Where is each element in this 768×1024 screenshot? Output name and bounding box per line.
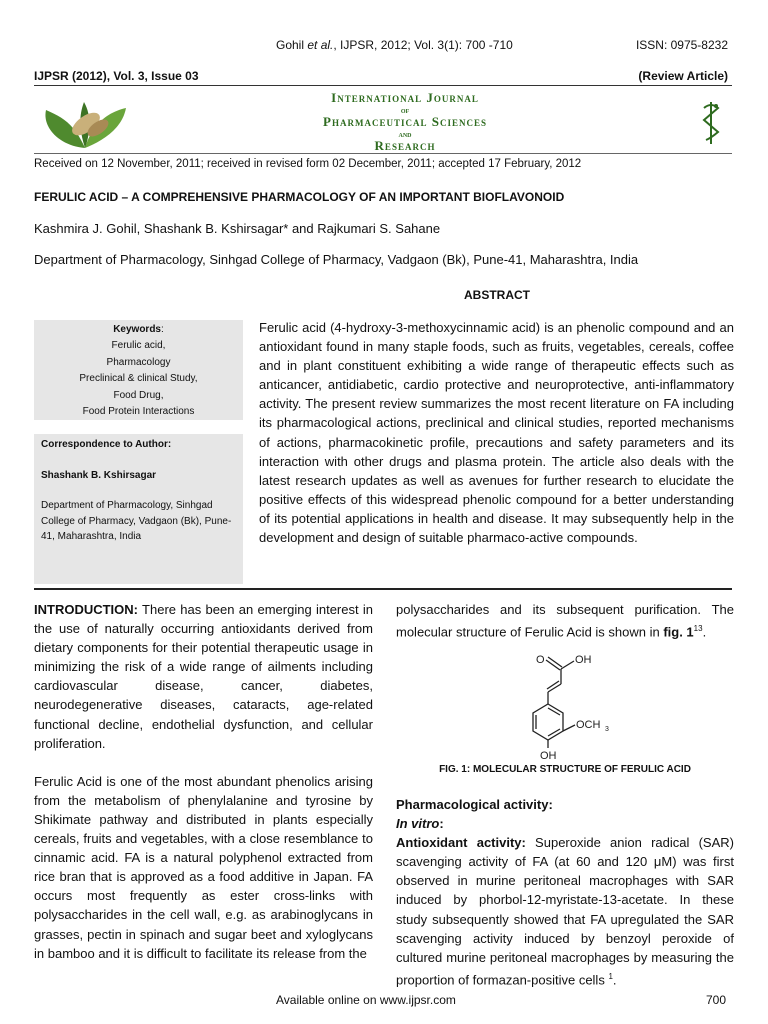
correspondence-name: Shashank B. Kshirsagar bbox=[41, 469, 157, 481]
structure-label-o: O bbox=[536, 654, 545, 666]
keyword-item: Preclinical & clinical Study, bbox=[79, 373, 198, 385]
journal-line-3: Pharmaceutical Sciences bbox=[323, 114, 487, 129]
antioxidant-end: . bbox=[612, 972, 617, 988]
fig-reference: fig. 1 bbox=[663, 624, 694, 640]
pharm-heading-text: Pharmacological activity: bbox=[396, 797, 553, 812]
journal-title bbox=[250, 92, 560, 152]
left-column bbox=[34, 600, 373, 963]
journal-line-2: of bbox=[400, 105, 410, 115]
page-number: 700 bbox=[706, 993, 727, 1007]
intro-p1-text: There has been an emerging interest in the use of naturally occurring antioxidants derived from dietary components for their potential therapeutic usage in minimizing the risk of a wide range of ailments including cardiovascular disease, cancer, diabetes, neurodegenerative diseases, cataracts, age-related functional decline, endothelial dysfunction, and cellular proliferation. bbox=[34, 602, 373, 751]
keywords-label bbox=[34, 322, 243, 338]
antioxidant-paragraph bbox=[396, 833, 734, 989]
antioxidant-heading: Antioxidant activity: bbox=[396, 835, 526, 851]
ferulic-acid-structure bbox=[512, 648, 622, 760]
volume-issue: IJPSR (2012), Vol. 3, Issue 03 bbox=[34, 69, 199, 83]
keyword-item: Pharmacology bbox=[106, 356, 171, 368]
intro-heading: INTRODUCTION: bbox=[34, 602, 138, 617]
header-rule-lower bbox=[34, 153, 732, 154]
keyword-item: Food Protein Interactions bbox=[82, 406, 195, 418]
abstract-heading: ABSTRACT bbox=[464, 288, 530, 302]
antioxidant-sup: 1 bbox=[608, 971, 613, 981]
pharmacology-section bbox=[396, 795, 734, 989]
keywords-box bbox=[34, 320, 243, 420]
citation-rest: , IJPSR, 2012; Vol. 3(1): 700 -710 bbox=[333, 38, 513, 52]
article-title: FERULIC ACID – A COMPREHENSIVE PHARMACOLOGY OF AN IMPORTANT BIOFLAVONOID bbox=[34, 190, 565, 204]
abstract-rule bbox=[34, 588, 732, 590]
invitro-heading-text: In vitro bbox=[396, 816, 440, 832]
citation-author: Gohil bbox=[276, 38, 305, 52]
citation-sup: 13 bbox=[693, 624, 703, 634]
structure-label-oh-top: OH bbox=[575, 654, 592, 666]
correspondence-box bbox=[34, 434, 243, 584]
intro-paragraph-2: Ferulic Acid is one of the most abundant phenolics arising from the metabolism of phenylalanine and tyrosine by Shikimate pathway and distributed in plants especially cereals, fruits and vegetables, with a close resemblance to cinnamic acid. FA is a natural polyphenol extracted from rice bran that is approved as a food additive in Japan. FA occurs most frequently as ester cross-links with polysaccharides in the cell wall, e.g. as arabinoglycans in grasses, pectin in spinach and sugar beet and xyloglycans in bamboo and it is difficult to facilitate its release from the bbox=[34, 773, 373, 961]
structure-label-3: 3 bbox=[605, 726, 609, 733]
abstract-text: Ferulic acid (4-hydroxy-3-methoxycinnamic acid) is an phenolic compound and an antioxidant found in many staple foods, such as fruits, vegetables, cereals, coffee and in plant constituent exhibiting a wide range of therapeutic effects such as anticancer, antidiabetic, cardio protective and neuroprotective, anti-inflammatory activity. The present review summarizes the most recent literature on FA including its pharmacological actions, preclinical and clinical studies, reported mechanisms of actions, pharmacokinetic profile, precautions and safety parameters and its interaction with other drugs and plasma protein. The article also deals with the latest research updates as well as avenues for further research to elucidate the positive effects of this widespread phenolic compound for a better understanding of its potential applications in health and disease. It may subsequently help in the development and design of suitable pharmaco-active compounds. bbox=[259, 320, 734, 546]
correspondence-label: Correspondence to Author: bbox=[41, 439, 172, 450]
issn: ISSN: 0975-8232 bbox=[635, 38, 728, 52]
structure-paragraph bbox=[396, 600, 734, 642]
right-column bbox=[396, 600, 734, 642]
keywords-colon: : bbox=[161, 324, 164, 335]
authors: Kashmira J. Gohil, Shashank B. Kshirsagar* and Rajkumari S. Sahane bbox=[34, 221, 441, 236]
keyword-item: Ferulic acid, bbox=[111, 340, 166, 352]
structure-label-och: OCH bbox=[576, 719, 601, 731]
keywords-label-text: Keywords bbox=[113, 324, 161, 335]
ginkgo-leaf-logo bbox=[40, 98, 130, 150]
intro-paragraph-1 bbox=[34, 600, 373, 753]
article-type: (Review Article) bbox=[638, 69, 728, 83]
invitro-colon: : bbox=[439, 816, 444, 832]
journal-line-1: International Journal bbox=[331, 90, 479, 105]
affiliation: Department of Pharmacology, Sinhgad College of Pharmacy, Vadgaon (Bk), Pune-41, Maharashtra, India bbox=[34, 252, 639, 267]
structure-end: . bbox=[702, 624, 707, 640]
available-online: Available online on www.ijpsr.com bbox=[276, 993, 456, 1007]
journal-line-4: and bbox=[398, 129, 412, 139]
citation-etal: et al. bbox=[307, 38, 334, 52]
invitro-heading bbox=[396, 814, 734, 833]
structure-text: polysaccharides and its subsequent purification. The molecular structure of Ferulic Acid is shown in bbox=[396, 602, 734, 640]
header-rule bbox=[34, 85, 732, 86]
pharm-heading bbox=[396, 795, 734, 814]
correspondence-address: Department of Pharmacology, Sinhgad College of Pharmacy, Vadgaon (Bk), Pune-41, Maharashtra, India bbox=[41, 500, 232, 542]
antioxidant-text: Superoxide anion radical (SAR) scavenging activity of FA (at 60 and 120 μM) was first observed in murine peritoneal macrophages with SAR induced by phorbol-12-myristate-13-acetate. In these study subsequently showed that FA upregulated the SAR scavenging activity induced by benzoyl peroxide of cultured murine peritoneal macrophages by measuring the proportion of formazan-positive cells bbox=[396, 835, 734, 988]
journal-line-5: Research bbox=[374, 138, 436, 153]
keyword-item: Food Drug, bbox=[113, 389, 164, 401]
figure-caption: FIG. 1: MOLECULAR STRUCTURE OF FERULIC ACID bbox=[439, 764, 691, 775]
caduceus-icon bbox=[696, 98, 726, 146]
received-dates: Received on 12 November, 2011; received in revised form 02 December, 2011; accepted 17 February, 2012 bbox=[34, 158, 582, 170]
structure-label-oh-bottom: OH bbox=[540, 750, 557, 760]
